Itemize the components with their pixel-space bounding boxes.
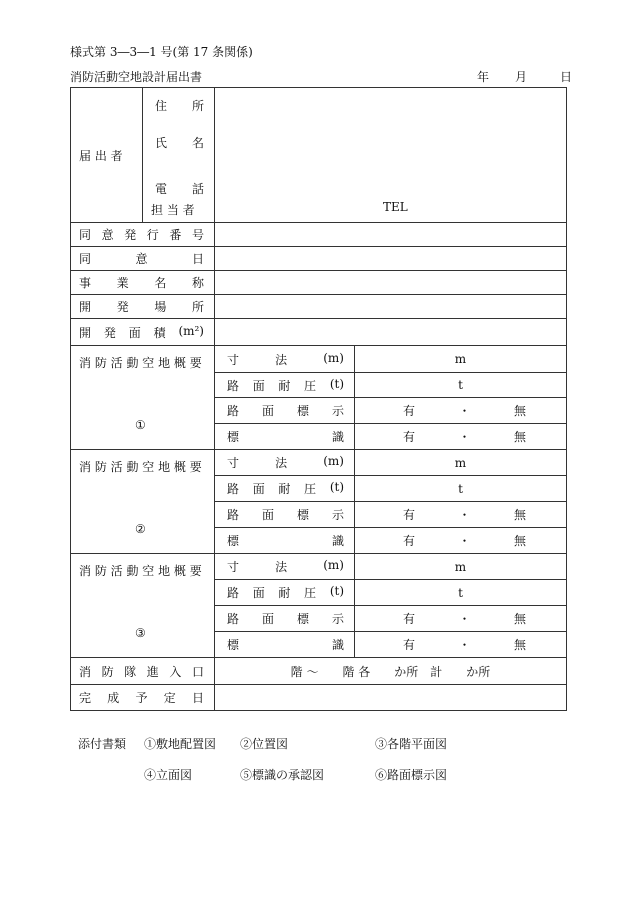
size-label: 寸 法 (m) xyxy=(215,450,355,476)
attachment-sign-approval: ⑤標識の承認図 xyxy=(240,768,325,782)
phone-label: 電 話 xyxy=(143,162,215,197)
date-year: 年 xyxy=(477,70,490,84)
site-field[interactable] xyxy=(215,295,567,319)
overview-1-number: ① xyxy=(135,418,146,432)
attachment-site-plan: ①敷地配置図 xyxy=(144,737,217,751)
attachment-location-map: ②位置図 xyxy=(240,737,289,751)
overview-3-number: ③ xyxy=(135,626,146,640)
tel-label: TEL xyxy=(383,200,408,214)
size-field[interactable]: m xyxy=(355,346,567,373)
sign-label: 標 識 xyxy=(215,632,355,658)
sign-field[interactable]: 有 ・ 無 xyxy=(355,528,567,554)
marking-label: 路 面 標 示 xyxy=(215,502,355,528)
attachments-label: 添付書類 xyxy=(78,737,127,751)
attachment-elevation: ④立面図 xyxy=(144,768,193,782)
address-label: 住 所 xyxy=(143,88,215,124)
pressure-label: 路 面 耐 圧 (t) xyxy=(215,373,355,398)
attachment-floor-plans: ③各階平面図 xyxy=(375,737,448,751)
applicant-info-field[interactable] xyxy=(215,88,567,223)
completion-label: 完 成 予 定 日 xyxy=(71,685,215,711)
project-name-field[interactable] xyxy=(215,271,567,295)
project-name-label: 事 業 名 称 xyxy=(71,271,215,295)
overview-2-number: ② xyxy=(135,522,146,536)
marking-label: 路 面 標 示 xyxy=(215,606,355,632)
size-label: 寸 法 (m) xyxy=(215,346,355,373)
marking-field[interactable]: 有 ・ 無 xyxy=(355,398,567,424)
completion-field[interactable] xyxy=(215,685,567,711)
marking-label: 路 面 標 示 xyxy=(215,398,355,424)
overview-3-label: 消 防 活 動 空 地 概 要 ③ xyxy=(71,554,215,658)
entrance-field[interactable]: 階 ～ 階 各 か所 計 か所 xyxy=(215,658,567,685)
size-field[interactable]: m xyxy=(355,554,567,580)
sign-label: 標 識 xyxy=(215,528,355,554)
area-label: 開 発 面 積 (m²) xyxy=(71,319,215,346)
area-field[interactable] xyxy=(215,319,567,346)
consent-no-label: 同 意 発 行 番 号 xyxy=(71,223,215,247)
entrance-label: 消 防 隊 進 入 口 xyxy=(71,658,215,685)
person-label: 担 当 者 xyxy=(143,197,215,223)
sign-field[interactable]: 有 ・ 無 xyxy=(355,424,567,450)
size-field[interactable]: m xyxy=(355,450,567,476)
application-table xyxy=(70,87,567,711)
date-month: 月 xyxy=(515,70,528,84)
pressure-label: 路 面 耐 圧 (t) xyxy=(215,476,355,502)
marking-field[interactable]: 有 ・ 無 xyxy=(355,606,567,632)
size-label: 寸 法 (m) xyxy=(215,554,355,580)
attachment-road-marking: ⑥路面標示図 xyxy=(375,768,448,782)
site-label: 開 発 場 所 xyxy=(71,295,215,319)
date-day: 日 xyxy=(560,70,573,84)
applicant-label: 届 出 者 xyxy=(71,88,143,223)
sign-label: 標 識 xyxy=(215,424,355,450)
overview-1-label: 消 防 活 動 空 地 概 要 ① xyxy=(71,346,215,450)
consent-no-field[interactable] xyxy=(215,223,567,247)
overview-2-label: 消 防 活 動 空 地 概 要 ② xyxy=(71,450,215,554)
pressure-field[interactable]: t xyxy=(355,476,567,502)
pressure-field[interactable]: t xyxy=(355,580,567,606)
consent-date-field[interactable] xyxy=(215,247,567,271)
marking-field[interactable]: 有 ・ 無 xyxy=(355,502,567,528)
form-number: 様式第 3―3―1 号(第 17 条関係) xyxy=(70,45,253,59)
name-label: 氏 名 xyxy=(143,124,215,162)
pressure-label: 路 面 耐 圧 (t) xyxy=(215,580,355,606)
sign-field[interactable]: 有 ・ 無 xyxy=(355,632,567,658)
form-title: 消防活動空地設計届出書 xyxy=(70,70,203,84)
pressure-field[interactable]: t xyxy=(355,373,567,398)
consent-date-label: 同 意 日 xyxy=(71,247,215,271)
